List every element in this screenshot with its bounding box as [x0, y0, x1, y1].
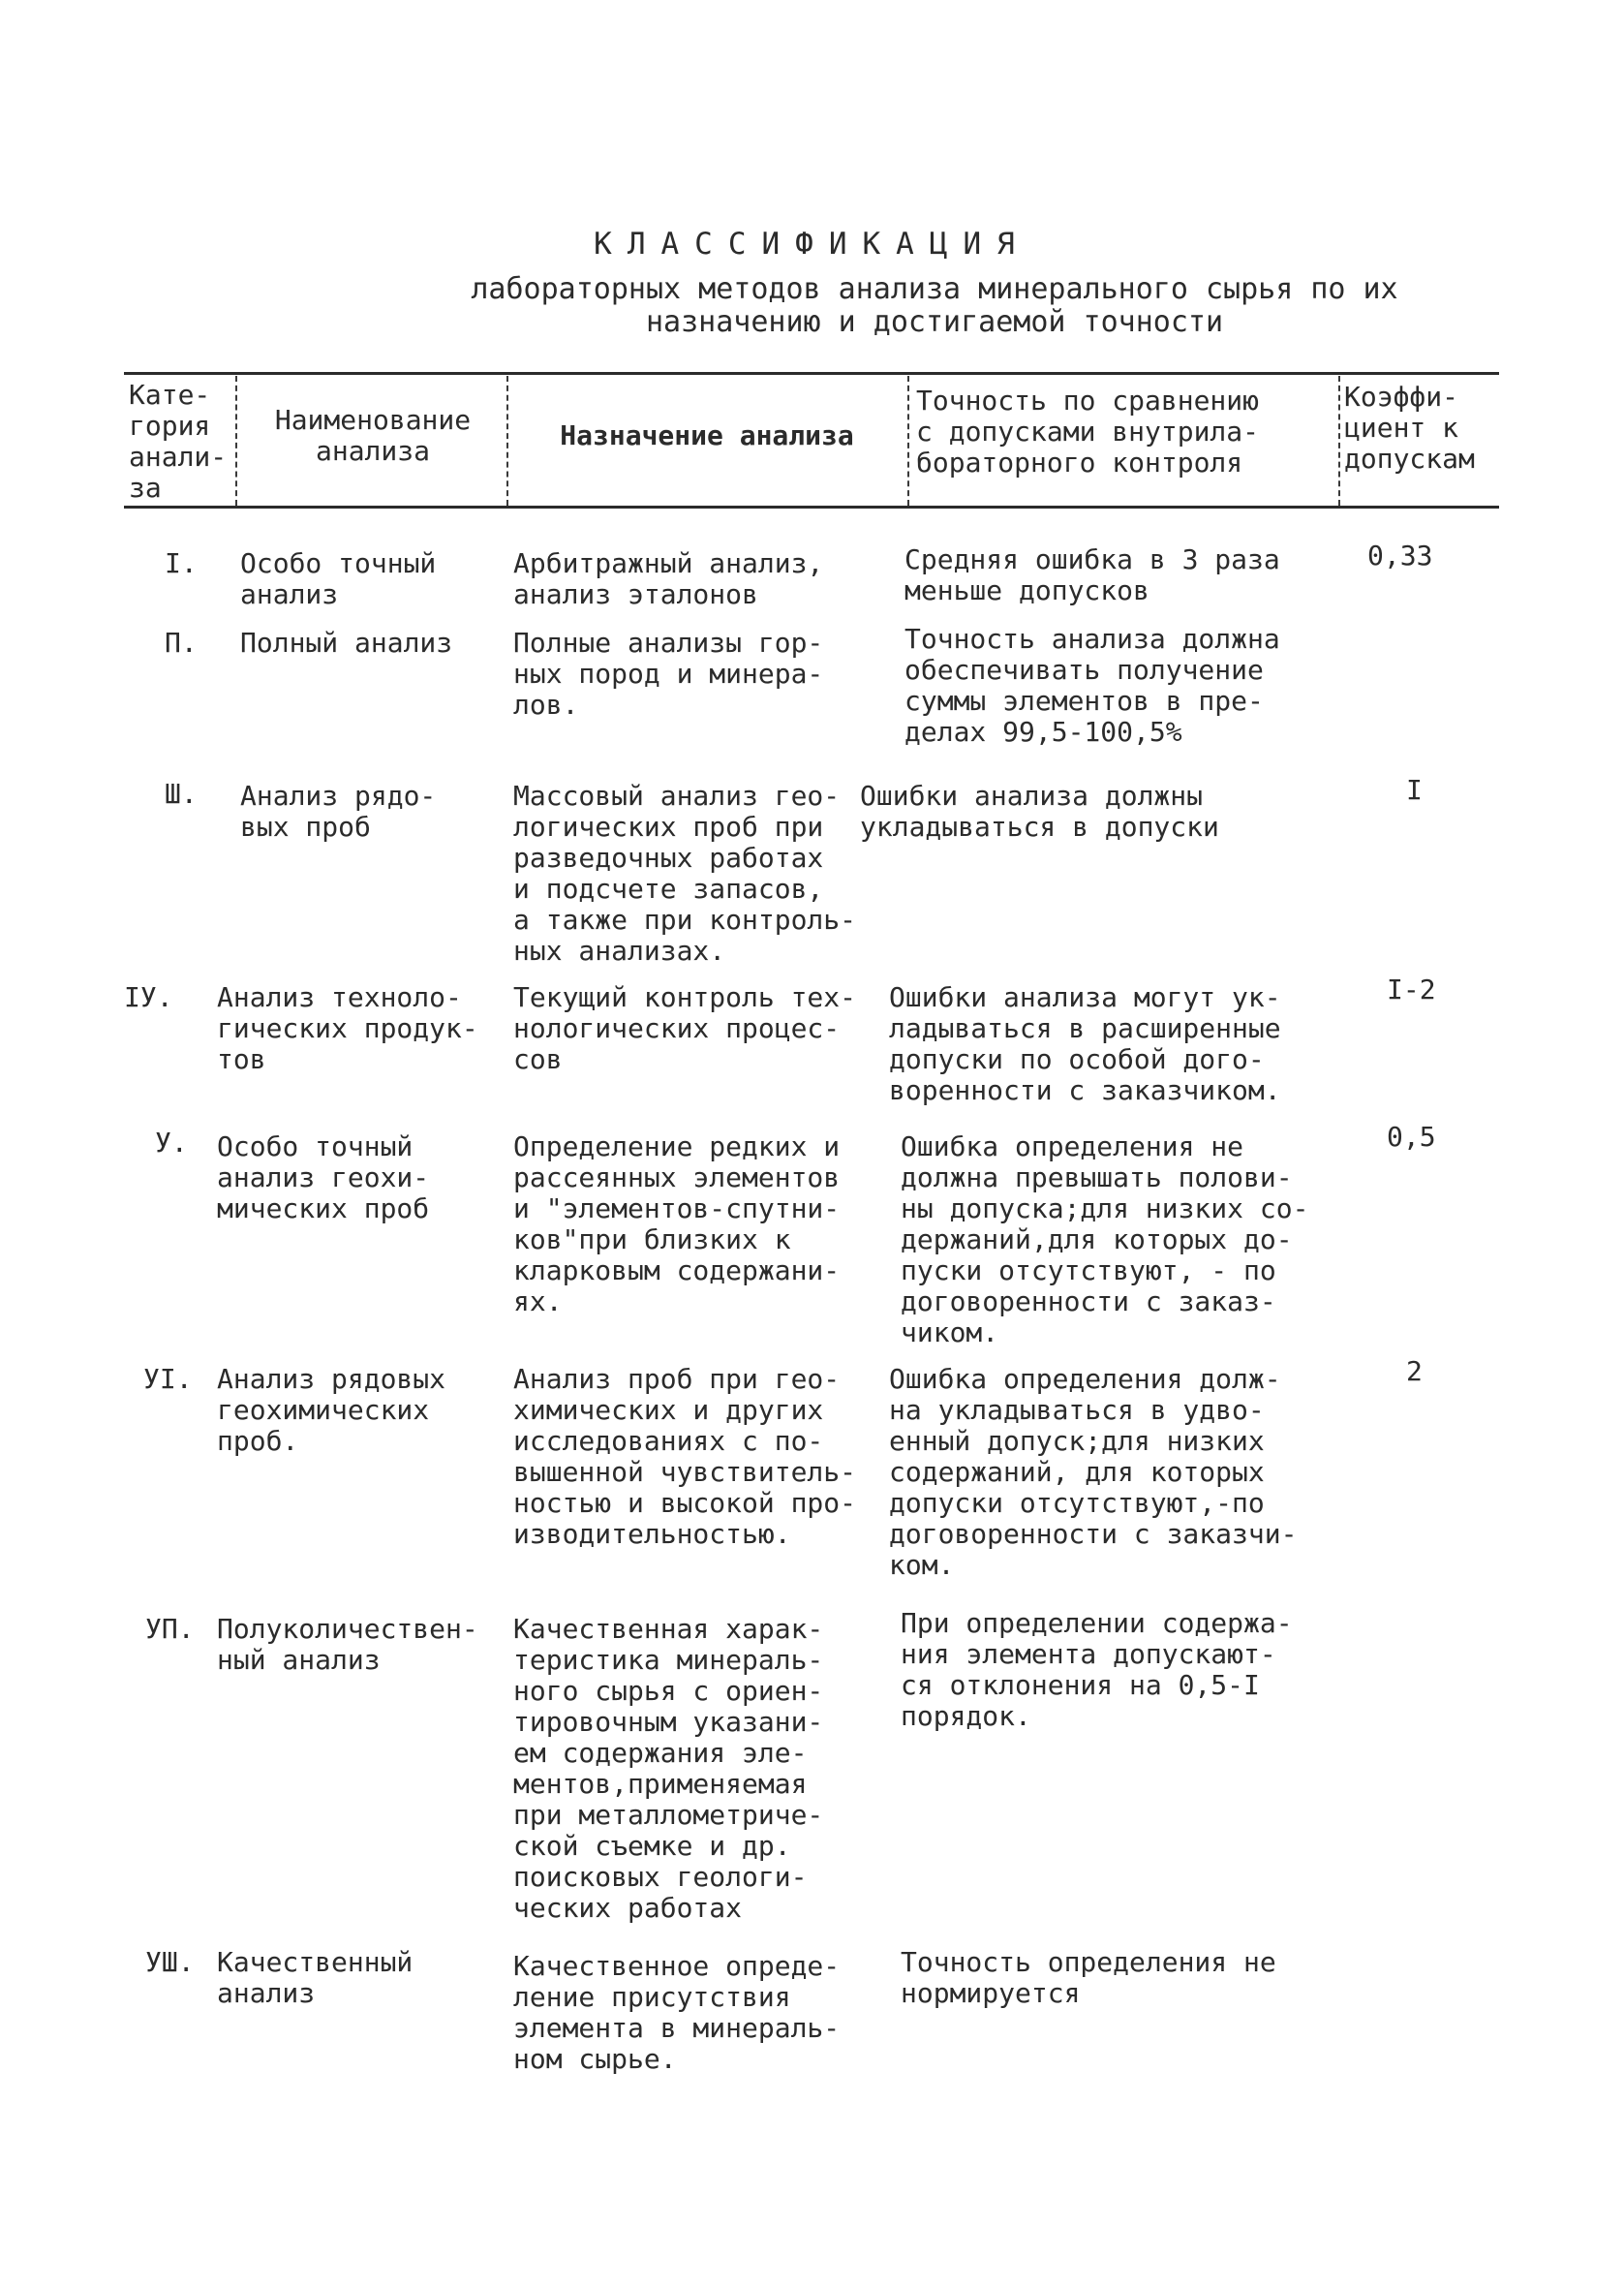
row-purpose: Качественная харак- теристика минераль- ного сырья с ориен- тировочным указани- ем содержания эле- ментов,применяемая при металлометриче- ской съемке и др. поисковых геологи- ческих работах: [513, 1613, 824, 1924]
row-category: П.: [165, 627, 198, 659]
row-coefficient: I-2: [1387, 974, 1436, 1005]
row-purpose: Качественное опреде- ление присутствия элемента в минераль- ном сырье.: [513, 1950, 841, 2075]
row-name: Качественный анализ: [217, 1946, 414, 2009]
row-purpose: Определение редких и рассеянных элементов и "элементов-спутни- ков"при близких к кларковым содержани- ях.: [513, 1130, 841, 1317]
table-top-rule: [124, 372, 1499, 375]
row-purpose: Полные анализы гор- ных пород и минера- лов.: [513, 627, 824, 721]
row-name: Особо точный анализ геохи- мических проб: [217, 1130, 430, 1224]
row-category: Ш.: [165, 778, 198, 810]
row-accuracy: Ошибка определения не должна превышать полови- ны допуска;для низких со- держаний,для которых до- пуски отсутствуют, - по договоренности с заказ- чиком.: [901, 1130, 1309, 1348]
row-category: У.: [155, 1127, 188, 1159]
header-name: Наименование анализа: [274, 404, 472, 467]
row-name: Полный анализ: [240, 627, 453, 659]
row-purpose: Текущий контроль тех- нологических процес- сов: [513, 981, 857, 1075]
row-category: УП.: [145, 1613, 195, 1645]
header-column-divider: [907, 376, 909, 506]
document-title: КЛАССИФИКАЦИЯ: [594, 227, 1030, 262]
row-category: IУ.: [124, 981, 173, 1013]
document-subtitle: лабораторных методов анализа минерального сырья по их назначению и достигаемой точности: [471, 272, 1398, 339]
row-coefficient: I: [1406, 774, 1423, 806]
row-name: Анализ техноло- гических продук- тов: [217, 981, 478, 1075]
row-accuracy: Точность анализа должна обеспечивать получение суммы элементов в пре- делах 99,5-100,5%: [904, 623, 1280, 748]
row-coefficient: 0,5: [1387, 1121, 1436, 1153]
header-coefficient: Коэффи- циент к допускам: [1344, 381, 1475, 475]
row-category: УШ.: [145, 1946, 195, 1978]
row-category: I.: [165, 547, 198, 579]
header-column-divider: [506, 376, 508, 506]
row-accuracy: Ошибки анализа могут ук- ладываться в расширенные допуски по особой дого- воренности с заказчиком.: [889, 981, 1281, 1106]
header-column-divider: [1338, 376, 1340, 506]
table-header-bottom-rule: [124, 506, 1499, 509]
header-category: Кате- гория анали- за: [129, 379, 228, 504]
row-coefficient: 2: [1406, 1355, 1423, 1387]
row-accuracy: Средняя ошибка в 3 раза меньше допусков: [904, 543, 1280, 606]
header-purpose: Назначение анализа: [560, 419, 854, 451]
row-accuracy: Ошибки анализа должны укладываться в допуски: [860, 780, 1219, 843]
row-purpose: Арбитражный анализ, анализ эталонов: [513, 547, 824, 610]
row-name: Анализ рядовых геохимических проб.: [217, 1363, 446, 1457]
row-purpose: Анализ проб при гео- химических и других исследованиях с по- вышенной чувствитель- ностью и высокой про- изводительностью.: [513, 1363, 857, 1550]
row-name: Особо точный анализ: [240, 547, 437, 610]
header-accuracy: Точность по сравнению с допусками внутрила- бораторного контроля: [916, 385, 1260, 479]
row-accuracy: При определении содержа- ния элемента допускают- ся отклонения на 0,5-I порядок.: [901, 1607, 1293, 1732]
row-category: УI.: [143, 1363, 193, 1395]
row-name: Анализ рядо- вых проб: [240, 780, 437, 843]
header-column-divider: [235, 376, 237, 506]
row-purpose: Массовый анализ гео- логических проб при разведочных работах и подсчете запасов, а также при контроль- ных анализах.: [513, 780, 857, 967]
row-accuracy: Точность определения не нормируется: [901, 1946, 1276, 2009]
row-accuracy: Ошибка определения долж- на укладываться в удво- енный допуск;для низких содержаний, для которых допуски отсутствуют,-по договоренности с заказчи- ком.: [889, 1363, 1298, 1581]
row-name: Полуколичествен- ный анализ: [217, 1613, 478, 1676]
row-coefficient: 0,33: [1367, 540, 1433, 572]
